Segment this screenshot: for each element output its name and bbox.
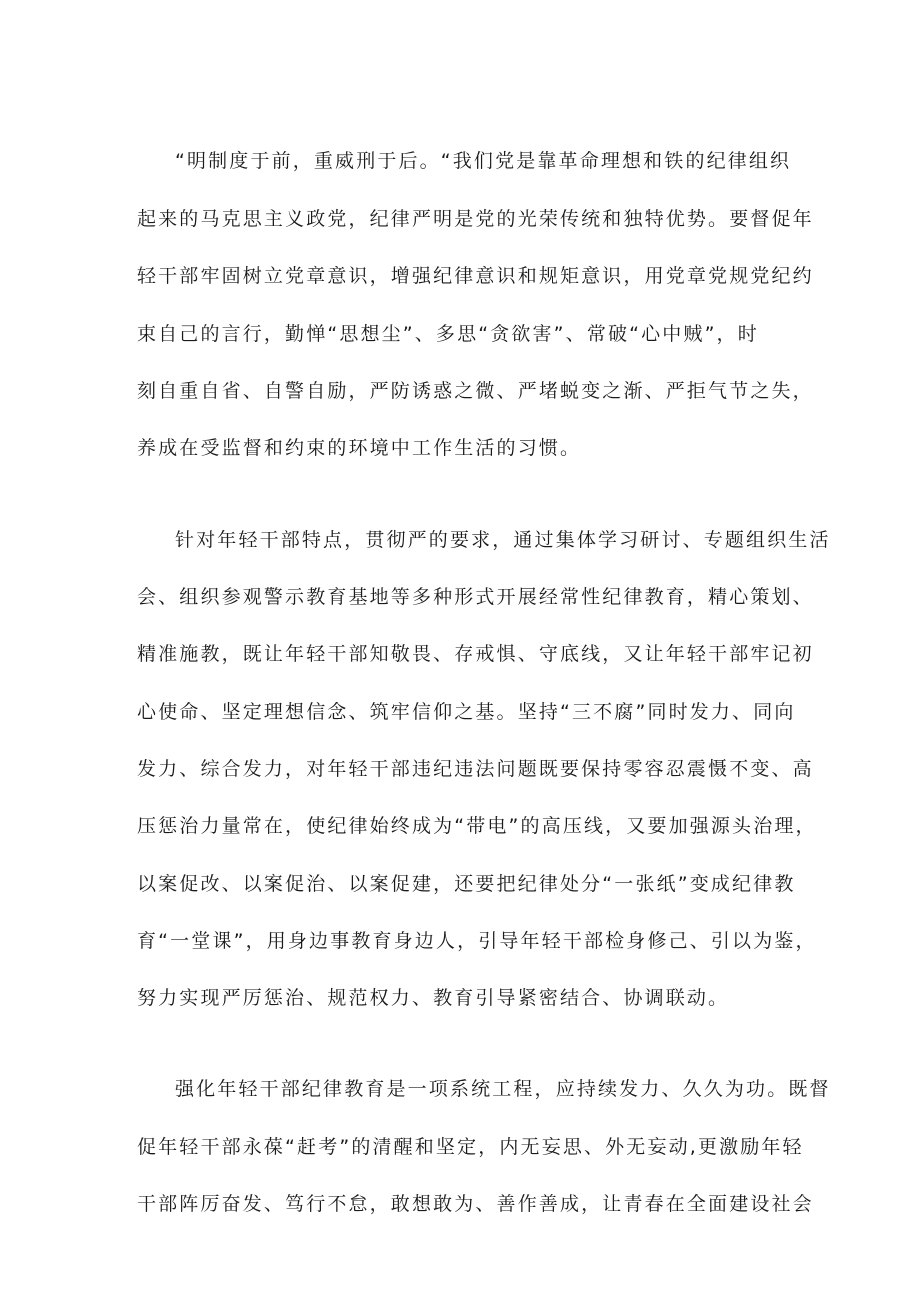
paragraph-line: 针对年轻干部特点，贯彻严的要求，通过集体学习研讨、专题组织生活 xyxy=(175,529,831,551)
paragraph-line: 以案促改、以案促治、以案促建，还要把纪律处分“一张纸”变成纪律教 xyxy=(137,873,796,895)
paragraph-line: 刻自重自省、自警自励，严防诱惑之微、严堵蜕变之渐、严拒气节之失， xyxy=(137,380,814,402)
paragraph-line: 精准施教，既让年轻干部知敬畏、存戒惧、守底线，又让年轻干部牢记初 xyxy=(137,643,814,665)
paragraph-line: 促年轻干部永葆“赶考”的清醒和坚定，内无妄思、外无妄动,更激励年轻 xyxy=(137,1136,804,1158)
paragraph-line: 发力、综合发力，对年轻干部违纪违法问题既要保持零容忍震慑不变、高 xyxy=(137,758,814,780)
paragraph-line: 起来的马克思主义政党，纪律严明是党的光荣传统和独特优势。要督促年 xyxy=(137,208,814,230)
paragraph-line: 努力实现严厉惩治、规范权力、教育引导紧密结合、协调联动。 xyxy=(137,987,730,1009)
paragraph-line: 束自己的言行，勤惮“思想尘”、多思“贪欲害”、常破“心中贼”，时 xyxy=(137,323,759,345)
paragraph-line: 干部阵厉奋发、笃行不怠，敢想敢为、善作善成，让青春在全面建设社会 xyxy=(137,1193,814,1215)
paragraph-line: 养成在受监督和约束的环境中工作生活的习惯。 xyxy=(137,437,582,459)
paragraph-line: 育“一堂课”，用身边事教育身边人，引导年轻干部检身修己、引以为鉴， xyxy=(137,930,817,952)
paragraph-line: 会、组织参观警示教育基地等多种形式开展经常性纪律教育，精心策划、 xyxy=(137,586,814,608)
paragraph-line: 压惩治力量常在，使纪律始终成为“带电”的高压线，又要加强源头治理， xyxy=(137,815,817,837)
paragraph-line: 轻干部牢固树立党章意识，增强纪律意识和规矩意识，用党章党规党纪约 xyxy=(137,265,814,287)
paragraph-line: 强化年轻干部纪律教育是一项系统工程，应持续发力、久久为功。既督 xyxy=(175,1078,831,1100)
paragraph-line: 心使命、坚定理想信念、筑牢信仰之基。坚持“三不腐”同时发力、同向 xyxy=(137,701,796,723)
paragraph-line: “明制度于前，重威刑于后。“我们党是靠革命理想和铁的纪律组织 xyxy=(175,150,792,172)
